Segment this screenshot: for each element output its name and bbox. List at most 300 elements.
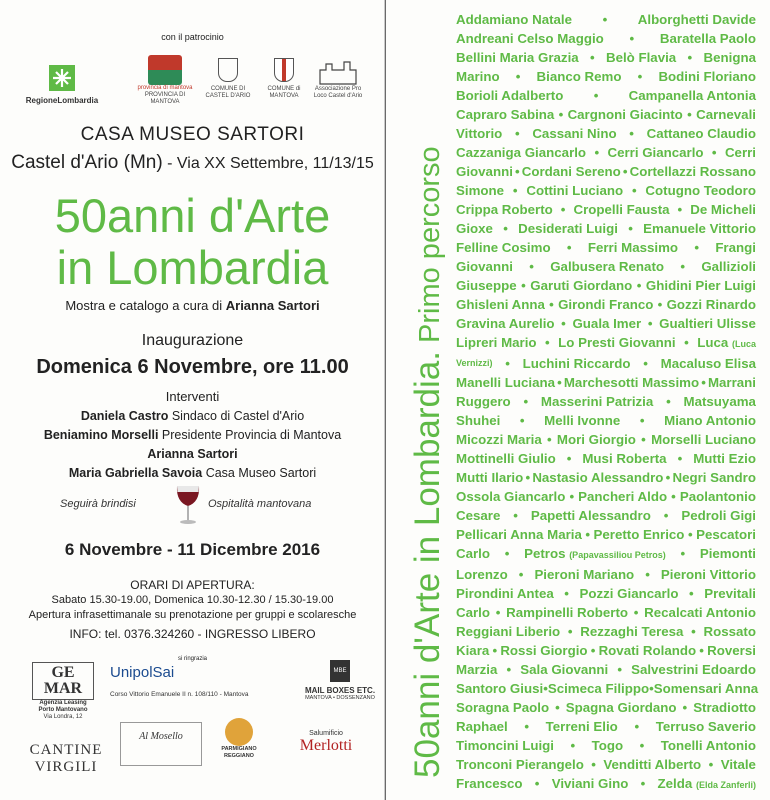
artist-name: Felline Cosimo bbox=[456, 240, 551, 255]
separator-bullet: • bbox=[657, 297, 663, 312]
artist-name: Roversi bbox=[707, 643, 756, 658]
gemar-logo bbox=[32, 662, 94, 721]
wine-glass-icon bbox=[174, 484, 202, 526]
artist-name: Kiara bbox=[456, 643, 490, 658]
separator-bullet: • bbox=[680, 546, 686, 561]
artist-name: Carlo bbox=[456, 546, 490, 561]
vertical-title-sub: Primo percorso bbox=[414, 146, 446, 352]
venue-town: Castel d'Ario (Mn) bbox=[11, 152, 163, 173]
speaker-name: Beniamino Morselli bbox=[43, 428, 159, 442]
gemar-address: Via Londra, 12 bbox=[43, 714, 83, 720]
artist-list-line bbox=[456, 717, 756, 736]
merlotti-prefix: Salumificio bbox=[309, 730, 343, 737]
artist-name: Garuti Giordano bbox=[530, 278, 633, 293]
artist-name: Rossi Giorgio bbox=[500, 643, 588, 658]
artist-name: Cerri Giancarlo bbox=[607, 145, 704, 160]
artist-name: Santoro Giusi bbox=[456, 681, 544, 696]
artist-name: Pellicari Anna Maria bbox=[456, 527, 582, 542]
separator-bullet: • bbox=[694, 240, 699, 255]
separator-bullet: • bbox=[680, 259, 685, 274]
separator-bullet: • bbox=[634, 719, 640, 734]
artist-list-line bbox=[456, 314, 756, 333]
artist-name: Andreani Celso Maggio bbox=[456, 31, 604, 46]
artist-name: Luca (Luca bbox=[697, 333, 756, 354]
separator-bullet: • bbox=[691, 624, 696, 639]
separator-bullet: • bbox=[525, 470, 531, 485]
speaker-role: Casa Museo Sartori bbox=[202, 466, 317, 480]
separator-bullet: • bbox=[495, 605, 501, 620]
artist-list-line bbox=[456, 181, 756, 200]
artist-name: Sala Giovanni bbox=[520, 662, 609, 677]
separator-bullet: • bbox=[524, 719, 530, 734]
artist-list-line bbox=[456, 449, 756, 468]
artist-name: Mottinelli Giulio bbox=[456, 451, 556, 466]
separator-bullet: • bbox=[492, 643, 498, 658]
artist-list-line bbox=[456, 124, 756, 143]
hours-line-2: Apertura infrasettimanale su prenotazione per gruppi e scolaresche bbox=[28, 609, 357, 621]
artist-list-line bbox=[456, 679, 759, 698]
separator-bullet: • bbox=[629, 126, 634, 141]
artist-list-line bbox=[456, 430, 756, 449]
provincia-emblem-icon bbox=[148, 55, 182, 85]
separator-bullet: • bbox=[585, 527, 591, 542]
curator-name: Arianna Sartori bbox=[225, 298, 320, 313]
hours-line-1: Sabato 15.30-19.00, Domenica 10.30-12.30 / 15.30-19.00 bbox=[51, 594, 334, 606]
separator-bullet: • bbox=[602, 12, 608, 27]
artist-list-line bbox=[456, 67, 756, 86]
artist-alias: (Luca bbox=[731, 339, 756, 349]
separator-bullet: • bbox=[640, 776, 646, 791]
artist-list-line bbox=[456, 736, 756, 755]
separator-bullet: • bbox=[639, 413, 645, 428]
separator-bullet: • bbox=[647, 316, 653, 331]
artist-name: Negri Sandro bbox=[672, 470, 756, 485]
separator-bullet: • bbox=[687, 527, 693, 542]
separator-bullet: • bbox=[514, 126, 520, 141]
speaker-line bbox=[0, 407, 385, 426]
castel-dario-shield-icon bbox=[218, 58, 238, 82]
artist-name: Stradiotto bbox=[693, 700, 756, 715]
curator-prefix: Mostra e catalogo a cura di bbox=[65, 298, 226, 313]
separator-bullet: • bbox=[590, 50, 595, 65]
hours-label: ORARI DI APERTURA: bbox=[130, 578, 255, 592]
artist-name: Togo bbox=[591, 738, 624, 753]
regione-lombardia-logo bbox=[22, 63, 102, 105]
artist-list-line bbox=[456, 603, 756, 622]
artist-name: Cropelli Fausta bbox=[573, 202, 670, 217]
separator-bullet: • bbox=[505, 356, 510, 371]
artist-name: Venditti Alberto bbox=[603, 757, 702, 772]
parmigiano-name: PARMIGIANO REGGIANO bbox=[221, 746, 257, 759]
artist-name: Rampinelli Roberto bbox=[506, 605, 629, 620]
separator-bullet: • bbox=[590, 643, 596, 658]
comune-mantova-logo bbox=[262, 58, 306, 100]
separator-bullet: • bbox=[666, 394, 671, 409]
artist-name: Soragna Paolo bbox=[456, 700, 550, 715]
venue-street: - Via XX Settembre, 11/13/15 bbox=[162, 155, 374, 172]
artist-name: Macaluso Elisa bbox=[660, 356, 756, 371]
mbe-logo bbox=[300, 660, 380, 701]
artist-name: Capraro Sabina bbox=[456, 107, 555, 122]
artist-name: Micozzi Maria bbox=[456, 432, 542, 447]
artist-alias: (Elda Zanferli) bbox=[695, 780, 756, 790]
separator-bullet: • bbox=[643, 356, 648, 371]
separator-bullet: • bbox=[708, 757, 714, 772]
mbe-box-icon: MBE bbox=[330, 660, 350, 682]
al-mosello-logo: Al Mosello bbox=[120, 722, 202, 766]
artist-name: Cordani Sereno bbox=[521, 164, 621, 179]
artist-name: Bianco Remo bbox=[536, 69, 622, 84]
artist-list-line bbox=[456, 392, 756, 411]
artist-name: Cottini Luciano bbox=[526, 183, 624, 198]
separator-bullet: • bbox=[521, 278, 526, 293]
separator-bullet: • bbox=[519, 413, 525, 428]
artist-name: Desiderati Luigi bbox=[518, 221, 618, 236]
separator-bullet: • bbox=[631, 183, 637, 198]
artist-list-line bbox=[456, 755, 756, 774]
artist-name: Marino bbox=[456, 69, 500, 84]
separator-bullet: • bbox=[558, 107, 564, 122]
artist-name: Pedroli Gigi bbox=[681, 508, 756, 523]
artist-name: Matsuyama bbox=[683, 394, 756, 409]
artist-name: Pancheri Aldo bbox=[578, 489, 668, 504]
separator-bullet: • bbox=[677, 451, 683, 466]
artist-name: Timoncini Luigi bbox=[456, 738, 554, 753]
exhibition-dates: 6 Novembre - 11 Dicembre 2016 bbox=[64, 540, 321, 559]
toast-right: Ospitalità mantovana bbox=[208, 498, 312, 510]
artist-list-line bbox=[456, 354, 756, 373]
artist-list-line bbox=[456, 506, 756, 525]
artist-name: Peretto Enrico bbox=[593, 527, 685, 542]
speaker-line bbox=[0, 445, 385, 464]
separator-bullet: • bbox=[569, 489, 575, 504]
venue-address bbox=[0, 152, 385, 174]
artist-list-line bbox=[456, 295, 756, 314]
separator-bullet: • bbox=[514, 164, 520, 179]
artist-list-line bbox=[456, 276, 756, 295]
artist-name: Belò Flavia bbox=[605, 50, 677, 65]
artist-name: Cotugno Teodoro bbox=[645, 183, 756, 198]
provincia-name-text: provincia di mantova bbox=[137, 85, 193, 91]
artist-name: Gioxe bbox=[456, 221, 493, 236]
patronage-label: con il patrocinio bbox=[161, 32, 224, 42]
artist-list-line bbox=[456, 660, 756, 679]
artist-name: Emanuele Vittorio bbox=[643, 221, 756, 236]
artist-name: Addamiano Natale bbox=[456, 12, 573, 27]
separator-bullet: • bbox=[523, 394, 529, 409]
separator-bullet: • bbox=[594, 145, 600, 160]
artist-list-line bbox=[456, 411, 756, 430]
venue-name: CASA MUSEO SARTORI bbox=[80, 124, 305, 145]
separator-bullet: • bbox=[591, 757, 596, 772]
speaker-name: Maria Gabriella Savoia bbox=[68, 466, 203, 480]
separator-bullet: • bbox=[566, 240, 572, 255]
artist-name: Salvestrini Edoardo bbox=[631, 662, 756, 677]
separator-bullet: • bbox=[529, 259, 534, 274]
speakers-label: Interventi bbox=[165, 389, 220, 404]
artist-list-line bbox=[456, 584, 756, 603]
speaker-role: Presidente Provincia di Mantova bbox=[158, 428, 342, 442]
provincia-caption-text: PROVINCIA DI MANTOVA bbox=[144, 92, 186, 105]
separator-bullet: • bbox=[649, 681, 654, 696]
artist-list bbox=[456, 10, 759, 795]
separator-bullet: • bbox=[617, 662, 622, 677]
opening-label: Inaugurazione bbox=[141, 332, 244, 349]
title-line-1: 50anni d'Arte bbox=[54, 189, 331, 242]
parmigiano-wheel-icon bbox=[225, 718, 253, 746]
separator-bullet: • bbox=[689, 586, 694, 601]
artist-name: Terruso Saverio bbox=[655, 719, 756, 734]
separator-bullet: • bbox=[570, 738, 576, 753]
separator-bullet: • bbox=[684, 335, 689, 350]
artist-name: Simone bbox=[456, 183, 505, 198]
artist-name: Raphael bbox=[456, 719, 508, 734]
parmigiano-logo bbox=[212, 718, 266, 760]
artist-name: Manelli Luciana bbox=[456, 375, 556, 390]
separator-bullet: • bbox=[504, 546, 510, 561]
merlotti-name: Merlotti bbox=[299, 737, 353, 754]
separator-bullet: • bbox=[513, 508, 518, 523]
artist-name: Bodini Floriano bbox=[658, 69, 756, 84]
separator-bullet: • bbox=[512, 183, 518, 198]
artist-name: Cargnoni Giacinto bbox=[567, 107, 683, 122]
separator-bullet: • bbox=[665, 470, 671, 485]
curator-line bbox=[0, 298, 385, 313]
separator-bullet: • bbox=[546, 432, 552, 447]
artist-name: Marrani bbox=[707, 375, 756, 390]
gemar-name: GE MAR bbox=[32, 662, 94, 700]
artist-list-line bbox=[456, 200, 756, 219]
artist-name: Musi Roberta bbox=[582, 451, 667, 466]
separator-bullet: • bbox=[639, 738, 645, 753]
vertical-title bbox=[408, 146, 448, 778]
artist-name: Lo Presti Giovanni bbox=[558, 335, 676, 350]
artist-name: Tronconi Pierangelo bbox=[456, 757, 584, 772]
artist-list-line bbox=[456, 468, 756, 487]
separator-bullet: • bbox=[641, 432, 646, 447]
unipolsai-address: Corso Vittorio Emanuele II n. 108/110 - Mantova bbox=[110, 691, 249, 698]
artist-alias: (Papavassiliou Petros) bbox=[569, 550, 666, 560]
unipolsai-name: UnipolSai bbox=[110, 664, 175, 681]
artist-name: Papetti Alessandro bbox=[530, 508, 651, 523]
separator-bullet: • bbox=[545, 335, 550, 350]
artist-name: Ghisleni Anna bbox=[456, 297, 545, 312]
artist-name: Giovanni bbox=[456, 259, 513, 274]
separator-bullet: • bbox=[560, 202, 566, 217]
provincia-mantova-logo bbox=[135, 55, 195, 106]
artist-name: Shuhei bbox=[456, 413, 501, 428]
artist-name: Galbusera Renato bbox=[550, 259, 664, 274]
separator-bullet: • bbox=[593, 88, 599, 103]
separator-bullet: • bbox=[687, 50, 693, 65]
artist-name: Previtali bbox=[704, 586, 756, 601]
artist-name: Lipreri Mario bbox=[456, 335, 537, 350]
artist-name: Pirondini Antea bbox=[456, 586, 554, 601]
comune-mantova-text: COMUNE di MANTOVA bbox=[267, 86, 301, 99]
separator-bullet: • bbox=[711, 145, 717, 160]
artist-name: Lorenzo bbox=[456, 567, 508, 582]
artist-name: Gallizioli bbox=[701, 259, 756, 274]
artist-list-line bbox=[456, 698, 756, 717]
separator-bullet: • bbox=[549, 297, 554, 312]
separator-bullet: • bbox=[663, 508, 669, 523]
artist-name: Zelda (Elda Zanferli) bbox=[658, 774, 756, 795]
artist-name: Cerri bbox=[724, 145, 756, 160]
separator-bullet: • bbox=[636, 278, 642, 293]
separator-bullet: • bbox=[628, 221, 633, 236]
artist-name: Luchini Riccardo bbox=[522, 356, 631, 371]
separator-bullet: • bbox=[557, 375, 562, 390]
separator-bullet: • bbox=[637, 69, 643, 84]
artist-name: Girondi Franco bbox=[558, 297, 654, 312]
artist-list-line bbox=[456, 373, 756, 392]
separator-bullet: • bbox=[671, 489, 676, 504]
artist-name: Rossato bbox=[703, 624, 756, 639]
artist-list-line bbox=[456, 333, 756, 354]
artist-name: Tonelli Antonio bbox=[660, 738, 756, 753]
artist-name: Pieroni Vittorio bbox=[660, 567, 756, 582]
artist-name: Cassani Nino bbox=[532, 126, 617, 141]
artist-name: Rovati Rolando bbox=[598, 643, 697, 658]
speakers-list bbox=[0, 407, 385, 483]
speaker-line bbox=[0, 464, 385, 483]
separator-bullet: • bbox=[543, 681, 548, 696]
separator-bullet: • bbox=[687, 107, 692, 122]
artist-list-line bbox=[456, 257, 756, 276]
separator-bullet: • bbox=[534, 776, 540, 791]
separator-bullet: • bbox=[645, 567, 650, 582]
artist-name: Pozzi Giancarlo bbox=[579, 586, 679, 601]
mbe-name: MAIL BOXES ETC. bbox=[304, 686, 376, 695]
mbe-subtitle: MANTOVA • DOSSENZANO bbox=[305, 695, 375, 701]
artist-name: Recalcati Antonio bbox=[644, 605, 756, 620]
separator-bullet: • bbox=[682, 700, 688, 715]
artist-name: Cesare bbox=[456, 508, 501, 523]
artist-list-line bbox=[456, 105, 756, 124]
artist-name: Campanella Antonia bbox=[628, 88, 756, 103]
artist-name: Borioli Adalberto bbox=[456, 88, 564, 103]
separator-bullet: • bbox=[515, 69, 521, 84]
artist-name: Melli Ivonne bbox=[544, 413, 621, 428]
info-line: INFO: tel. 0376.324260 - INGRESSO LIBERO bbox=[69, 627, 316, 641]
artist-name: Rezzaghi Teresa bbox=[580, 624, 684, 639]
artist-name: Mutti Ezio bbox=[693, 451, 756, 466]
artist-name: Vernizzi) bbox=[456, 358, 493, 368]
separator-bullet: • bbox=[622, 164, 628, 179]
artist-name: Piemonti bbox=[699, 546, 756, 561]
artist-list-line bbox=[456, 774, 756, 795]
artist-name: Morselli Luciano bbox=[651, 432, 756, 447]
artist-name: Francesco bbox=[456, 776, 523, 791]
artist-name: Giuseppe bbox=[456, 278, 517, 293]
artist-name: Giovanni bbox=[456, 164, 513, 179]
artist-name: Marzia bbox=[456, 662, 498, 677]
artist-name: Ruggero bbox=[456, 394, 511, 409]
artist-name: Ossola Giancarlo bbox=[456, 489, 566, 504]
artist-name: Marchesotti Massimo bbox=[563, 375, 700, 390]
artist-name: Somensari Anna bbox=[653, 681, 759, 696]
artist-name: Mori Giorgio bbox=[556, 432, 636, 447]
artist-name: Vittorio bbox=[456, 126, 503, 141]
artist-list-line bbox=[456, 525, 756, 544]
artist-name: Gualtieri Ulisse bbox=[659, 316, 756, 331]
speaker-line bbox=[0, 426, 385, 445]
artist-name: Petros (Papavassiliou Petros) bbox=[524, 544, 666, 565]
unipolsai-logo bbox=[110, 664, 300, 698]
separator-bullet: • bbox=[699, 643, 704, 658]
separator-bullet: • bbox=[566, 451, 572, 466]
separator-bullet: • bbox=[633, 605, 639, 620]
separator-bullet: • bbox=[701, 375, 706, 390]
artist-list-line bbox=[456, 622, 756, 641]
artist-name: Ferri Massimo bbox=[587, 240, 679, 255]
merlotti-logo bbox=[276, 730, 376, 755]
separator-bullet: • bbox=[506, 662, 512, 677]
vertical-title-main: 50anni d'Arte in Lombardia. bbox=[408, 351, 447, 778]
comune-castel-dario-text: COMUNE DI CASTEL D'ARIO bbox=[205, 86, 251, 99]
cantine-virgili-logo: CANTINE VIRGILI bbox=[29, 742, 103, 775]
artist-list-line bbox=[456, 10, 756, 29]
artist-name: Mutti Ilario bbox=[456, 470, 524, 485]
separator-bullet: • bbox=[564, 586, 569, 601]
artist-name: Vitale bbox=[720, 757, 756, 772]
artist-name: Nastasio Alessandro bbox=[532, 470, 664, 485]
artist-name: Bellini Maria Grazia bbox=[456, 50, 579, 65]
artist-name: De Micheli bbox=[690, 202, 756, 217]
artist-name: Alborghetti Davide bbox=[637, 12, 756, 27]
artist-name: Cazzaniga Giancarlo bbox=[456, 145, 587, 160]
artist-name: Carlo bbox=[456, 605, 490, 620]
artist-list-line bbox=[456, 48, 756, 67]
separator-bullet: • bbox=[561, 316, 566, 331]
artist-name: Gozzi Rinardo bbox=[666, 297, 756, 312]
artist-list-line bbox=[456, 544, 756, 565]
pro-loco-text: Associazione Pro Loco Castel d'Ario bbox=[313, 86, 363, 99]
comune-castel-dario-logo bbox=[205, 58, 251, 100]
artist-name: Frangi bbox=[715, 240, 756, 255]
artist-list-line bbox=[456, 565, 756, 584]
artist-name: Miano Antonio bbox=[664, 413, 756, 428]
artist-name: Reggiani Liberio bbox=[456, 624, 561, 639]
artist-list-line bbox=[456, 487, 756, 506]
artist-name: Spagna Giordano bbox=[565, 700, 677, 715]
artist-name: Baratella Paolo bbox=[659, 31, 756, 46]
artist-name: Ghidini Pier Luigi bbox=[645, 278, 756, 293]
artist-name: Terreni Elio bbox=[545, 719, 618, 734]
pro-loco-logo bbox=[310, 60, 366, 100]
artist-list-line bbox=[456, 219, 756, 238]
artist-name: Paolantonio bbox=[679, 489, 756, 504]
artist-name: Carnevali bbox=[696, 107, 756, 122]
pro-loco-castle-icon bbox=[318, 60, 358, 86]
artist-name: Viviani Gino bbox=[551, 776, 629, 791]
separator-bullet: • bbox=[555, 700, 560, 715]
speaker-name: Daniela Castro bbox=[80, 409, 169, 423]
title-line-2: in Lombardia bbox=[56, 241, 329, 294]
toast-left: Seguirà brindisi bbox=[60, 498, 136, 510]
artist-list-line bbox=[456, 29, 756, 48]
speaker-role: Sindaco di Castel d'Ario bbox=[168, 409, 305, 423]
speaker-name: Arianna Sartori bbox=[147, 447, 238, 461]
artist-name: Guala Imer bbox=[572, 316, 642, 331]
sponsor-thanks: si ringrazia bbox=[177, 656, 207, 662]
artist-list-line bbox=[456, 86, 756, 105]
artist-name: Pescatori bbox=[696, 527, 756, 542]
exhibition-title bbox=[0, 190, 385, 294]
artist-list-line bbox=[456, 162, 756, 181]
separator-bullet: • bbox=[629, 31, 635, 46]
artist-name: Cattaneo Claudio bbox=[646, 126, 756, 141]
